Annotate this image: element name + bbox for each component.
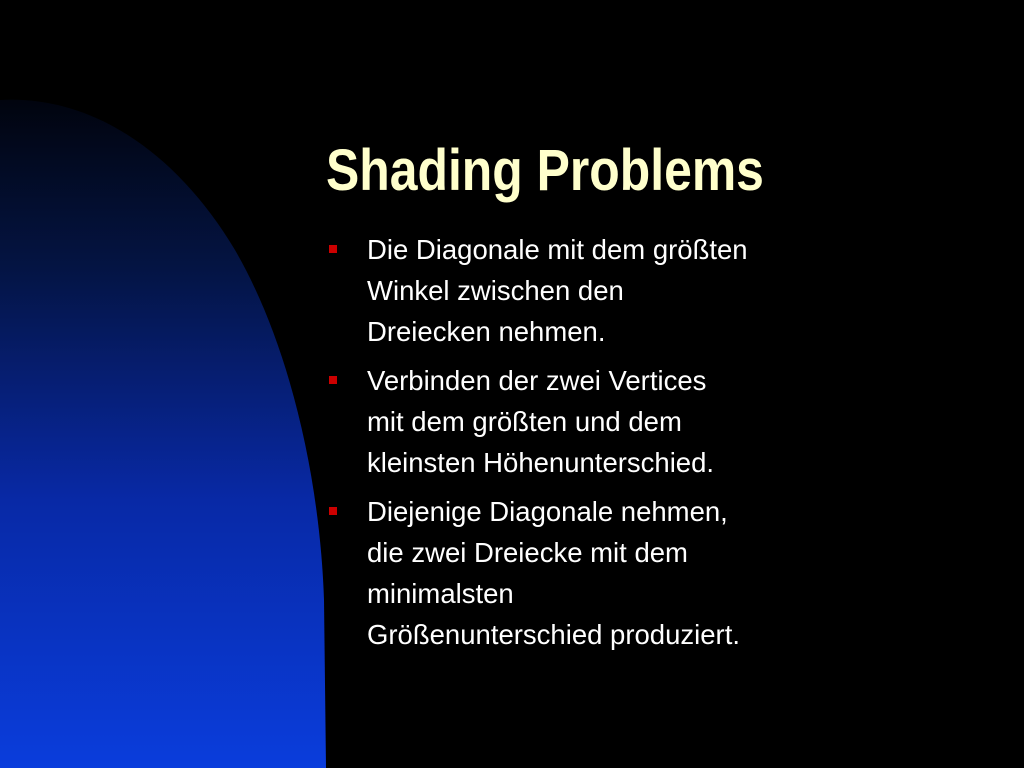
bullet-line: Größenunterschied produziert. xyxy=(367,619,740,650)
slide-title: Shading Problems xyxy=(326,138,764,203)
bullet-list xyxy=(329,229,849,663)
bullet-item xyxy=(329,491,849,655)
bullet-line: Die Diagonale mit dem größten xyxy=(367,234,748,265)
square-bullet-icon xyxy=(329,507,337,515)
bullet-text xyxy=(367,491,847,655)
bullet-line: Verbinden der zwei Vertices xyxy=(367,365,707,396)
bullet-line: Diejenige Diagonale nehmen, xyxy=(367,496,728,527)
square-bullet-icon xyxy=(329,376,337,384)
bullet-line: minimalsten xyxy=(367,578,514,609)
bullet-line: die zwei Dreiecke mit dem xyxy=(367,537,688,568)
bullet-line: Winkel zwischen den xyxy=(367,275,624,306)
bullet-text xyxy=(367,229,847,352)
bullet-item xyxy=(329,229,849,352)
bullet-item xyxy=(329,360,849,483)
square-bullet-icon xyxy=(329,245,337,253)
bullet-line: kleinsten Höhenunterschied. xyxy=(367,447,715,478)
bullet-line: mit dem größten und dem xyxy=(367,406,682,437)
bullet-text xyxy=(367,360,847,483)
bullet-line: Dreiecken nehmen. xyxy=(367,316,606,347)
